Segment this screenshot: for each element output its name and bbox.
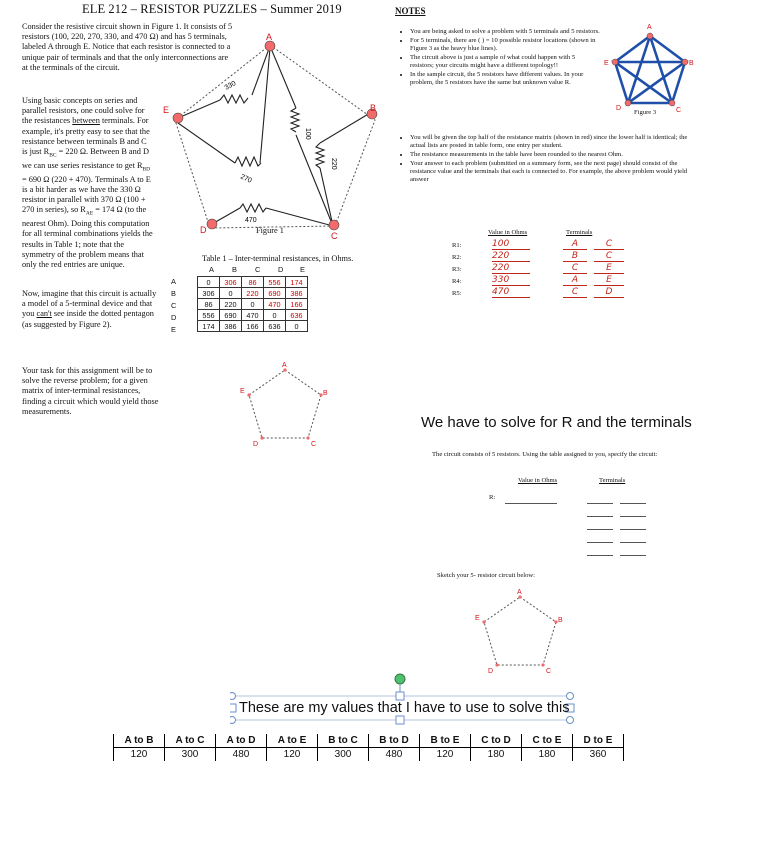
sketch-label: Sketch your 5- resistor circuit below: — [437, 572, 535, 579]
blank-line[interactable] — [620, 515, 646, 517]
handwritten-value: 220 — [492, 251, 530, 262]
terminal-a-node — [265, 41, 275, 51]
table-header: C to E — [522, 734, 573, 748]
worksheet-instruction: The circuit consists of 5 resistors. Using the table assigned to you, specify the circuit: — [432, 451, 658, 458]
underlined-text: can't — [36, 309, 52, 319]
underlined-text: between — [72, 116, 100, 126]
note-item: • In the sample circuit, the 5 resistors have different values. In your problem, the 5 resistors have the same but unknown value R. — [410, 71, 600, 87]
text: = 10 possible resistor locations (shown in Figure 3 as the heavy blue lines). — [410, 37, 596, 52]
list-item — [452, 263, 662, 275]
table-cell: 120 — [420, 748, 471, 762]
worksheet-value-header: Value in Ohms — [518, 477, 558, 484]
handwritten-terminal: B — [563, 251, 587, 262]
comment-text: We have to solve for R and the terminals — [421, 414, 692, 431]
table-row — [198, 299, 308, 310]
text: = 690 Ω (220 + 470). Terminals A to E is a bit harder as we have the 330 Ω resistor in parallel with 370 Ω (100 + 270 in series), so R — [22, 174, 151, 215]
binomial-symbol: ( ) — [478, 37, 485, 44]
table-header: A to C — [165, 734, 216, 748]
table-cell: 220 — [242, 288, 264, 299]
table-1-caption: Table 1 – Inter-terminal resistances, in Ohms. — [202, 254, 354, 263]
notes-list-continued — [400, 134, 700, 185]
value-header: Value in Ohms — [488, 229, 528, 236]
blank-line[interactable] — [587, 541, 613, 543]
text: Using basic concepts on series and parallel resistors, one could solve for the resistances — [22, 96, 145, 126]
resistor-label: 100 — [304, 128, 311, 140]
terminal-e-node — [173, 113, 183, 123]
terminals-header: Terminals — [566, 229, 593, 236]
intro-paragraph-2 — [22, 96, 154, 270]
table-row — [198, 321, 308, 332]
note-item: • You will be given the top half of the resistance matrix (shown in red) since the lower half is identical; the actual lists are posted in table form, one entry per student. — [410, 134, 700, 150]
text: terminals. For example, it's pretty easy to see that the resistance between terminals B and C is just R — [22, 116, 150, 157]
table-header-row — [114, 734, 624, 748]
handwritten-terminal: C — [594, 251, 624, 262]
note-item: • You are being asked to solve a problem with 5 terminals and 5 resistors. — [410, 28, 600, 36]
resize-handle[interactable] — [396, 716, 404, 724]
table-cell: 0 — [286, 321, 308, 332]
table-cell: 120 — [114, 748, 165, 762]
wire — [270, 46, 296, 108]
table-cell: 360 — [573, 748, 624, 762]
row-label: C — [171, 301, 177, 310]
subscript: BD — [142, 166, 151, 173]
table-cell: 166 — [242, 321, 264, 332]
handwritten-value: 470 — [492, 287, 530, 298]
terminal-c-label: C — [311, 441, 317, 448]
blank-line[interactable] — [620, 541, 646, 543]
table-row — [198, 277, 308, 288]
textbox-content[interactable]: These are my values that I have to use to solve this — [239, 700, 570, 716]
figure-1-caption: Figure 1 — [256, 226, 284, 235]
table-cell: 180 — [471, 748, 522, 762]
blank-line[interactable] — [587, 528, 613, 530]
note-item: • Your answer to each problem (submitted on a summary form, see the next page) should consist of the resistance value and the terminals that each is connected to. For example, the above problem would yield answer — [410, 160, 700, 184]
table-cell: 480 — [369, 748, 420, 762]
selection-frame — [230, 672, 575, 726]
resize-handle[interactable] — [230, 717, 236, 724]
text: see inside the dotted pentagon (as suggested by Figure 2). — [22, 309, 154, 329]
handwritten-terminal: C — [563, 263, 587, 274]
table-cell: 174 — [198, 321, 220, 332]
resize-handle[interactable] — [230, 704, 236, 712]
terminal-d-label: D — [616, 105, 622, 112]
column-header: B — [232, 265, 237, 274]
table-cell: 636 — [286, 310, 308, 321]
terminal-d-label: D — [200, 225, 207, 235]
table-cell: 470 — [242, 310, 264, 321]
terminal-e-label: E — [163, 105, 170, 115]
table-cell: 480 — [216, 748, 267, 762]
selected-textbox[interactable] — [230, 672, 570, 724]
subscript: AE — [85, 211, 94, 217]
dotted-pentagon — [249, 370, 321, 438]
terminal-b-label: B — [370, 103, 377, 113]
answer-example-list — [452, 239, 662, 299]
terminal-a-label: A — [517, 589, 522, 596]
blank-line[interactable] — [620, 554, 646, 556]
figure-3-caption: Figure 3 — [634, 109, 657, 116]
table-cell: 690 — [220, 310, 242, 321]
handwritten-terminal: C — [594, 239, 624, 250]
figure-3-star — [600, 18, 700, 118]
blank-line[interactable] — [505, 502, 557, 504]
table-1-row-labels — [171, 277, 181, 337]
terminal-b-label: B — [689, 60, 694, 67]
table-cell: 300 — [165, 748, 216, 762]
handwritten-value: 220 — [492, 263, 530, 274]
table-header: B to D — [369, 734, 420, 748]
terminal-d-label: D — [253, 441, 259, 448]
blank-line[interactable] — [587, 502, 613, 504]
wire — [266, 208, 333, 226]
intro-paragraph-3 — [22, 289, 160, 330]
table-cell: 166 — [286, 299, 308, 310]
column-header: C — [255, 265, 261, 274]
resistor-label: 220 — [330, 158, 337, 170]
terminal-a-label: A — [266, 32, 273, 42]
wire — [178, 100, 220, 118]
table-cell: 180 — [522, 748, 573, 762]
table-cell: 386 — [286, 288, 308, 299]
table-cell: 220 — [220, 299, 242, 310]
terminal-e-label: E — [475, 615, 480, 622]
handwritten-terminal: E — [594, 275, 624, 286]
resistor-label: R5: — [452, 290, 462, 297]
resize-handle[interactable] — [567, 693, 574, 700]
resistor-label: R2: — [452, 254, 462, 261]
wire — [320, 113, 370, 143]
resistor-270 — [235, 157, 261, 166]
table-cell: 470 — [264, 299, 286, 310]
notes-list — [400, 28, 600, 88]
table-cell: 306 — [198, 288, 220, 299]
wire — [320, 168, 333, 226]
table-header: B to C — [318, 734, 369, 748]
column-header: A — [209, 265, 214, 274]
handwritten-terminal: C — [563, 287, 587, 298]
rotate-handle[interactable] — [395, 674, 405, 684]
text: = 174 Ω (to the nearest Ohm). Doing this computation for all terminal combinations yields the results in Table 1; note that the symmetry of the problem means that only the red entries are unique. — [22, 205, 153, 270]
blank-line[interactable] — [620, 528, 646, 530]
terminal-d-node — [207, 219, 217, 229]
table-cell: 86 — [242, 277, 264, 288]
table-row — [114, 748, 624, 762]
dotted-pentagon — [484, 597, 556, 665]
row-label: D — [171, 313, 177, 322]
terminal-c-label: C — [676, 107, 682, 114]
list-item — [452, 239, 662, 251]
blank-line[interactable] — [620, 502, 646, 504]
intro-paragraph-4: Your task for this assignment will be to solve the reverse problem; for a given matrix of inter-terminal resistances, finding a circuit which would yield those measurements. — [22, 366, 159, 416]
table-cell: 0 — [264, 310, 286, 321]
subscript: BC — [49, 152, 57, 159]
terminal-e-label: E — [240, 388, 245, 395]
wire — [260, 48, 270, 163]
resistor-label: R4: — [452, 278, 462, 285]
text: For 5 terminals, there are — [410, 37, 479, 44]
table-cell: 300 — [318, 748, 369, 762]
resize-handle[interactable] — [567, 717, 574, 724]
table-cell: 386 — [220, 321, 242, 332]
table-header: A to E — [267, 734, 318, 748]
wire — [296, 135, 333, 226]
list-item — [452, 251, 662, 263]
handwritten-terminal: A — [563, 275, 587, 286]
handwritten-value: 100 — [492, 239, 530, 250]
table-cell: 636 — [264, 321, 286, 332]
table-cell: 174 — [286, 277, 308, 288]
table-cell: 120 — [267, 748, 318, 762]
table-row — [198, 288, 308, 299]
intro-paragraph-1: Consider the resistive circuit shown in Figure 1. It consists of 5 resistors (100, 220, 270, 330, and 470 Ω) and has 5 terminals, labeled A through E. Notice that each resistor is connected to a unique pair of terminals and that the only interconnections are at the terminals of the circuit. — [22, 22, 233, 72]
table-header: B to E — [420, 734, 471, 748]
table-cell: 0 — [198, 277, 220, 288]
list-item — [452, 287, 662, 299]
table-cell: 556 — [198, 310, 220, 321]
table-header: A to B — [114, 734, 165, 748]
wire — [252, 46, 270, 95]
terminal-a-label: A — [647, 24, 652, 31]
worksheet-r-label: R: — [489, 494, 496, 501]
resistor-470 — [240, 204, 266, 212]
document-title: ELE 212 – RESISTOR PUZZLES – Summer 2019 — [82, 2, 342, 16]
table-cell: 86 — [198, 299, 220, 310]
resize-handle[interactable] — [396, 692, 404, 700]
note-item — [410, 37, 600, 53]
sketch-pentagon — [470, 585, 570, 675]
row-label: B — [171, 289, 176, 298]
row-label: A — [171, 277, 176, 286]
table-header: D to E — [573, 734, 624, 748]
figure-2-pentagon — [235, 358, 335, 448]
resistor-label: R1: — [452, 242, 462, 249]
table-1 — [197, 276, 308, 332]
values-table — [113, 734, 624, 761]
resistor-label: R3: — [452, 266, 462, 273]
dotted-pentagon — [175, 45, 375, 228]
figure-1-circuit — [160, 28, 395, 243]
terminal-b-label: B — [323, 390, 328, 397]
table-header: C to D — [471, 734, 522, 748]
column-header: E — [300, 265, 305, 274]
blank-line[interactable] — [587, 554, 613, 556]
resistor-330 — [220, 95, 248, 103]
table-header: A to D — [216, 734, 267, 748]
table-cell: 0 — [220, 288, 242, 299]
resistor-100 — [291, 108, 299, 132]
terminal-c-label: C — [546, 668, 552, 675]
table-cell: 0 — [242, 299, 264, 310]
terminal-c-node — [329, 220, 339, 230]
column-header: D — [278, 265, 284, 274]
terminal-b-label: B — [558, 617, 563, 624]
handwritten-terminal: E — [594, 263, 624, 274]
notes-heading: NOTES — [395, 6, 426, 16]
table-cell: 556 — [264, 277, 286, 288]
text: = 220 Ω. Between B and D we can use series resistance to get R — [22, 147, 149, 170]
resistor-label: 330 — [223, 80, 238, 92]
terminal-d-label: D — [488, 668, 494, 675]
resistor-label: 470 — [245, 217, 257, 224]
note-item: • The resistance measurements in the table have been rounded to the nearest Ohm. — [410, 151, 700, 159]
row-label: E — [171, 325, 176, 334]
list-item — [452, 275, 662, 287]
wire — [178, 123, 235, 163]
worksheet-terminals-header: Terminals — [599, 477, 626, 484]
resize-handle[interactable] — [230, 693, 236, 700]
note-item: • The circuit above is just a sample of what could happen with 5 resistors; your circuits might have a different topology!! — [410, 54, 600, 70]
table-row — [198, 310, 308, 321]
handwritten-terminal: D — [594, 287, 624, 298]
blank-line[interactable] — [587, 515, 613, 517]
table-cell: 690 — [264, 288, 286, 299]
resistor-label: 270 — [239, 173, 253, 185]
resistor-220 — [316, 143, 324, 168]
handwritten-terminal: A — [563, 239, 587, 250]
text: Now, imagine that this circuit is actually a model of a 5-terminal device and that you — [22, 289, 157, 319]
handwritten-value: 330 — [492, 275, 530, 286]
terminal-a-label: A — [282, 362, 287, 369]
table-cell: 306 — [220, 277, 242, 288]
terminal-c-label: C — [331, 231, 338, 241]
terminal-e-label: E — [604, 60, 609, 67]
